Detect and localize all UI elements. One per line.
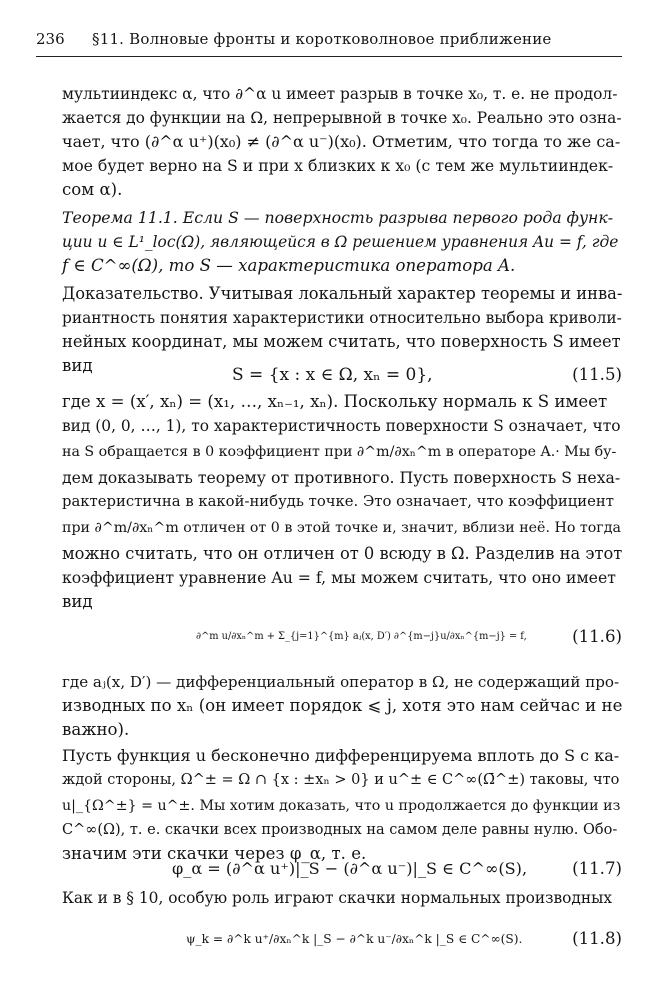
- text-line: изводных по xₙ (он имеет порядок ⩽ j, хотя это нам сейчас и не: [62, 696, 623, 715]
- text-line: u|_{Ω^±} = u^±. Мы хотим доказать, что u продолжается до функции из: [62, 798, 621, 814]
- text-line: где x = (x′, xₙ) = (x₁, …, xₙ₋₁, xₙ). Поскольку нормаль к S имеет: [62, 392, 608, 411]
- header-rule: [36, 56, 622, 57]
- text-line: на S обращается в 0 коэффициент при ∂^m/∂xₙ^m в операторе A.· Мы бу-: [62, 444, 617, 460]
- equation-11-6: ∂^m u/∂xₙ^m + Σ_{j=1}^{m} aⱼ(x, D′) ∂^{m−j}u/∂xₙ^{m−j} = f,: [196, 631, 527, 642]
- text-line: при ∂^m/∂xₙ^m отличен от 0 в этой точке и, значит, вблизи неё. Но тогда: [62, 520, 621, 536]
- theorem-line: Теорема 11.1. Если S — поверхность разрыва первого рода функ-: [62, 208, 614, 227]
- text-line: мультииндекс α, что ∂^α u имеет разрыв в точке x₀, т. е. не продол-: [62, 85, 618, 103]
- text-line: вид (0, 0, …, 1), то характеристичность поверхности S означает, что: [62, 417, 621, 435]
- running-title: §11. Волновые фронты и коротковолновое приближение: [92, 30, 552, 48]
- text-line: дем доказывать теорему от противного. Пусть поверхность S неха-: [62, 468, 621, 487]
- theorem-line: ции u ∈ L¹_loc(Ω), являющейся в Ω решением уравнения Au = f, где: [62, 233, 619, 251]
- text-line: Пусть функция u бесконечно дифференцируема вплоть до S с ка-: [62, 746, 620, 765]
- text-line: жается до функции на Ω, непрерывной в точке x₀. Реально это озна-: [62, 109, 622, 127]
- text-line: чает, что (∂^α u⁺)(x₀) ≠ (∂^α u⁻)(x₀). Отметим, что тогда то же са-: [62, 132, 621, 151]
- text-line: Как и в § 10, особую роль играют скачки нормальных производных: [62, 889, 613, 907]
- equation-number: (11.6): [572, 627, 622, 646]
- equation-11-8: ψ_k = ∂^k u⁺/∂xₙ^k |_S − ∂^k u⁻/∂xₙ^k |_S ∈ C^∞(S).: [186, 932, 523, 946]
- running-header: [36, 28, 622, 50]
- text-line: C^∞(Ω), т. е. скачки всех производных на самом деле равны нулю. Обо-: [62, 822, 618, 838]
- text-line: где aⱼ(x, D′) — дифференциальный оператор в Ω, не содержащий про-: [62, 673, 620, 691]
- text-line: ждой стороны, Ω^± = Ω ∩ {x : ±xₙ > 0} и u^± ∈ C^∞(Ω̄^±) таковы, что: [62, 772, 620, 788]
- text-line: можно считать, что он отличен от 0 всюду в Ω. Разделив на этот: [62, 544, 623, 563]
- text-line: риантность понятия характеристики относительно выбора криволи-: [62, 309, 622, 327]
- page-number: 236: [36, 30, 65, 48]
- equation-11-5: S = {x : x ∈ Ω, xₙ = 0},: [232, 365, 433, 385]
- text-line: вид: [62, 356, 93, 375]
- text-line: мое будет верно на S и при x близких к x₀ (с тем же мультииндек-: [62, 156, 614, 175]
- text-line: нейных координат, мы можем считать, что поверхность S имеет: [62, 332, 621, 351]
- equation-number: (11.7): [572, 859, 622, 878]
- text-line: вид: [62, 592, 93, 611]
- theorem-line: f ∈ C^∞(Ω), то S — характеристика оператора A.: [62, 256, 516, 275]
- proof-line: Доказательство. Учитывая локальный характер теоремы и инва-: [62, 284, 623, 303]
- text-line: важно).: [62, 720, 130, 739]
- text-line: рактеристична в какой-нибудь точке. Это означает, что коэффициент: [62, 493, 614, 510]
- text-line: значим эти скачки через φ_α, т. е.: [62, 844, 367, 863]
- text-line: сом α).: [62, 180, 123, 199]
- text-line: коэффициент уравнение Au = f, мы можем считать, что оно имеет: [62, 568, 616, 587]
- equation-number: (11.5): [572, 365, 622, 384]
- equation-11-7: φ_α = (∂^α u⁺)|_S − (∂^α u⁻)|_S ∈ C^∞(S),: [172, 859, 528, 878]
- equation-number: (11.8): [572, 929, 622, 948]
